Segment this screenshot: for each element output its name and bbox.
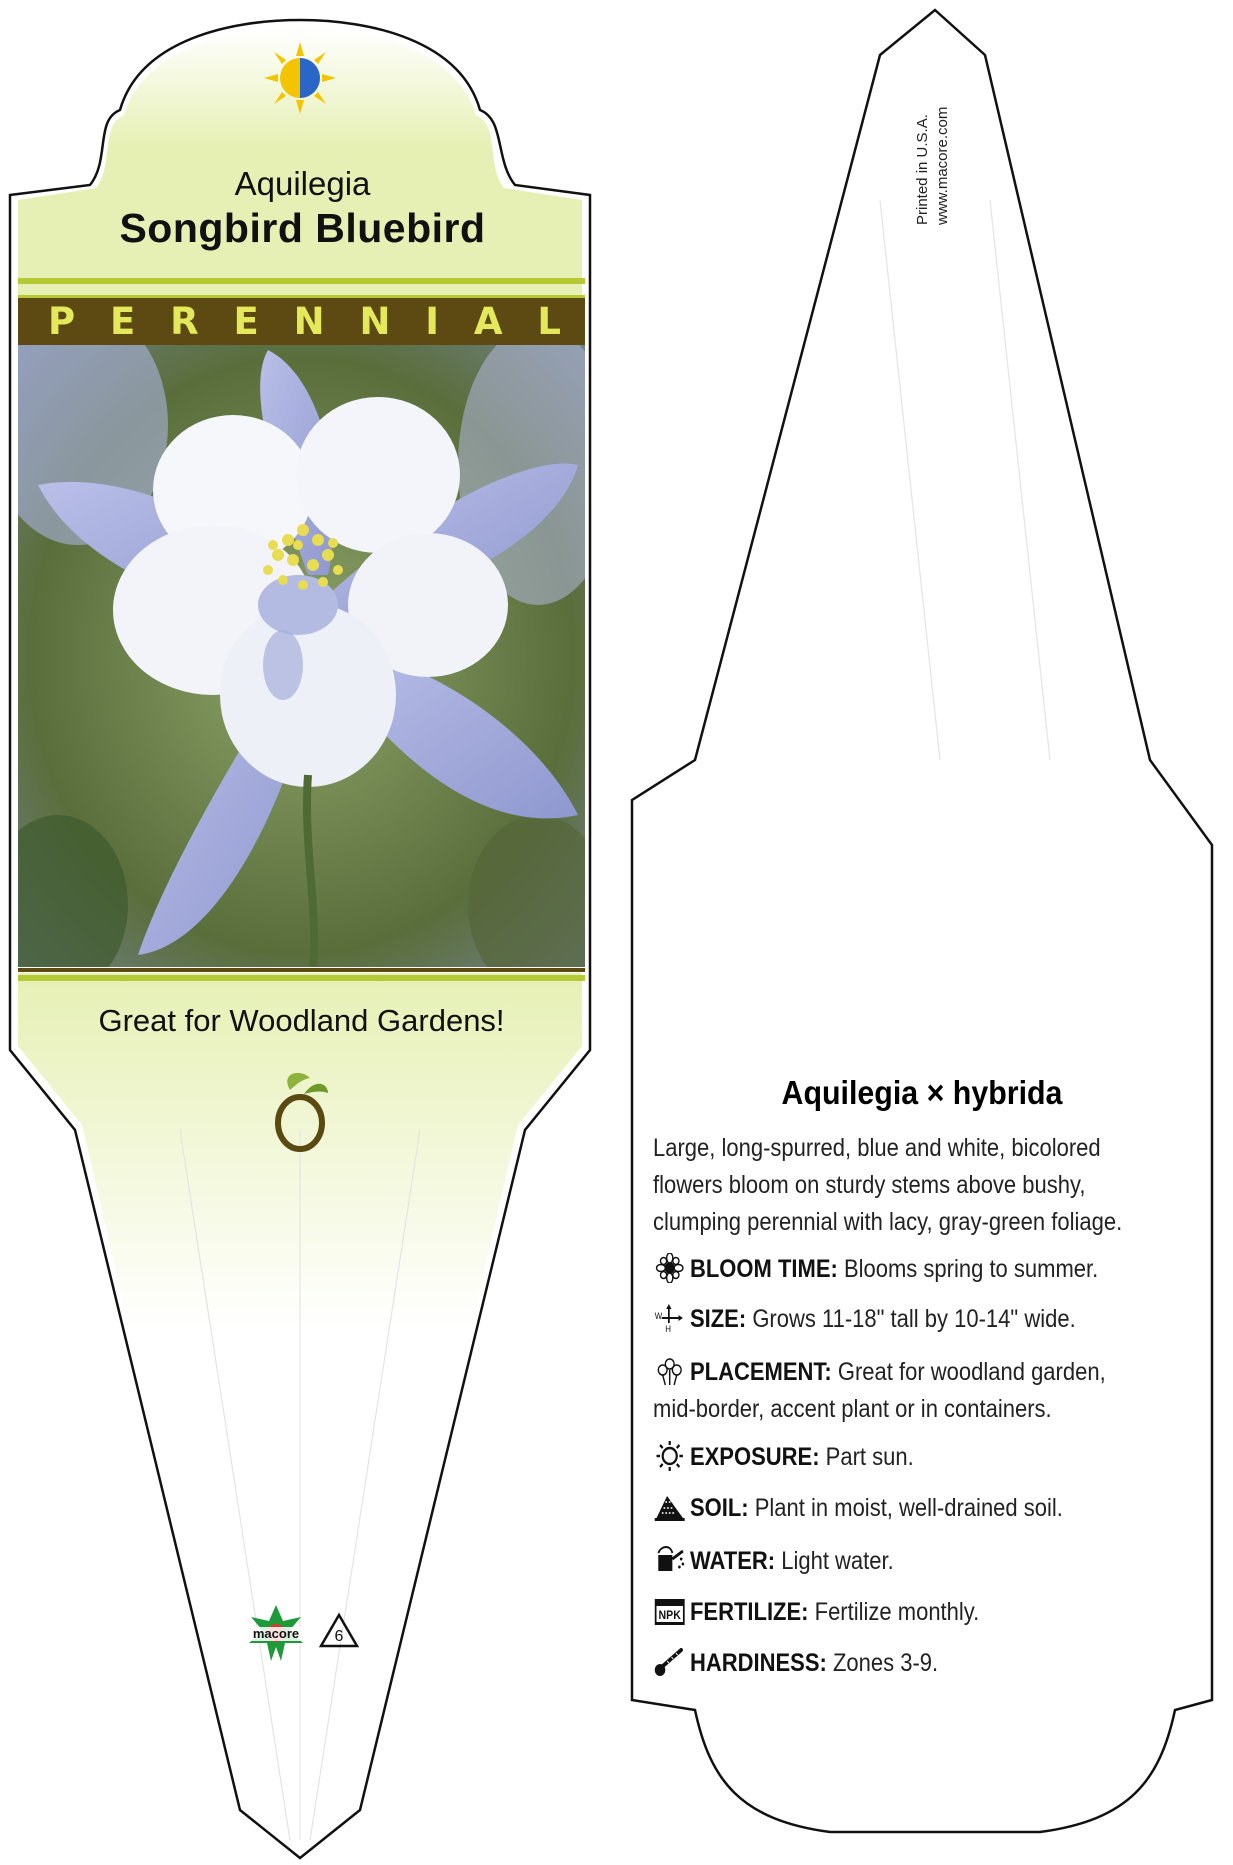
attr-soil [653, 1490, 1063, 1527]
npk-icon [653, 1596, 686, 1626]
size-icon-h: H [665, 1323, 672, 1333]
scientific-name: Aquilegia × hybrida [781, 1074, 1063, 1111]
perennial-banner-text [18, 297, 585, 345]
recycle-6-icon [318, 1612, 360, 1650]
attr-value: Light water. [781, 1547, 894, 1575]
plant-genus: Aquilegia [234, 165, 371, 202]
attr-label: PLACEMENT: [689, 1358, 832, 1386]
perennial-leaf-icon [270, 1068, 332, 1152]
thermometer-icon [653, 1647, 686, 1677]
attr-value: Zones 3-9. [832, 1649, 939, 1677]
attr-bloom-time [653, 1251, 1098, 1288]
soil-icon [653, 1492, 686, 1522]
attr-value: Fertilize monthly. [814, 1598, 980, 1626]
attr-label: FERTILIZE: [689, 1598, 809, 1626]
attr-value-continued: mid-border, accent plant or in containers. [653, 1395, 1052, 1423]
attr-value: Part sun. [825, 1443, 914, 1471]
sun-part-shade-icon [262, 40, 338, 116]
banner-letter: P [48, 299, 76, 343]
banner-letter: E [233, 299, 259, 343]
printed-line-1: Printed in U.S.A. [914, 114, 931, 225]
printed-info [913, 107, 953, 225]
attr-label: EXPOSURE: [689, 1443, 820, 1471]
attr-exposure [653, 1439, 914, 1476]
tagline: Great for Woodland Gardens! [98, 1003, 505, 1038]
placement-icon [653, 1356, 686, 1386]
banner-letter: N [293, 299, 325, 343]
banner-letter: A [473, 299, 503, 343]
attr-value: Blooms spring to summer. [843, 1255, 1099, 1283]
attr-value: Great for woodland garden, [837, 1358, 1106, 1386]
attr-fertilize [653, 1594, 979, 1631]
flower-icon [653, 1253, 686, 1283]
plant-description: Large, long-spurred, blue and white, bicolored flowers bloom on sturdy stems above bushy, clumping perennial with lacy, gray-green foliage. [653, 1134, 1123, 1236]
banner-letter: E [109, 299, 136, 343]
banner-letter: L [537, 299, 561, 343]
macore-logo-text: macore [252, 1626, 300, 1641]
attr-label: WATER: [689, 1547, 776, 1575]
size-icon [653, 1303, 686, 1333]
macore-logo [243, 1603, 309, 1663]
sun-icon [653, 1441, 686, 1471]
attr-label: SIZE: [689, 1305, 747, 1333]
banner-letter: I [425, 299, 440, 343]
size-icon-w: W [654, 1310, 663, 1322]
printed-line-2: www.macore.com [934, 106, 951, 225]
attr-value: Grows 11-18" tall by 10-14" wide. [752, 1305, 1076, 1333]
banner-letter: R [170, 299, 199, 343]
recycle-number: 6 [334, 1628, 344, 1645]
columbine-illustration [18, 345, 585, 967]
watering-can-icon [653, 1545, 686, 1575]
npk-icon-text: NPK [658, 1609, 681, 1623]
attr-hardiness [653, 1645, 938, 1682]
attr-placement [653, 1354, 1106, 1428]
banner-letter: N [359, 299, 391, 343]
plant-cultivar: Songbird Bluebird [119, 205, 486, 251]
attr-value: Plant in moist, well-drained soil. [754, 1494, 1063, 1522]
attr-water [653, 1543, 894, 1580]
attr-size [653, 1301, 1076, 1338]
attr-label: SOIL: [689, 1494, 749, 1522]
attr-label: BLOOM TIME: [689, 1255, 838, 1283]
attr-label: HARDINESS: [689, 1649, 827, 1677]
flower-photo [18, 345, 585, 967]
